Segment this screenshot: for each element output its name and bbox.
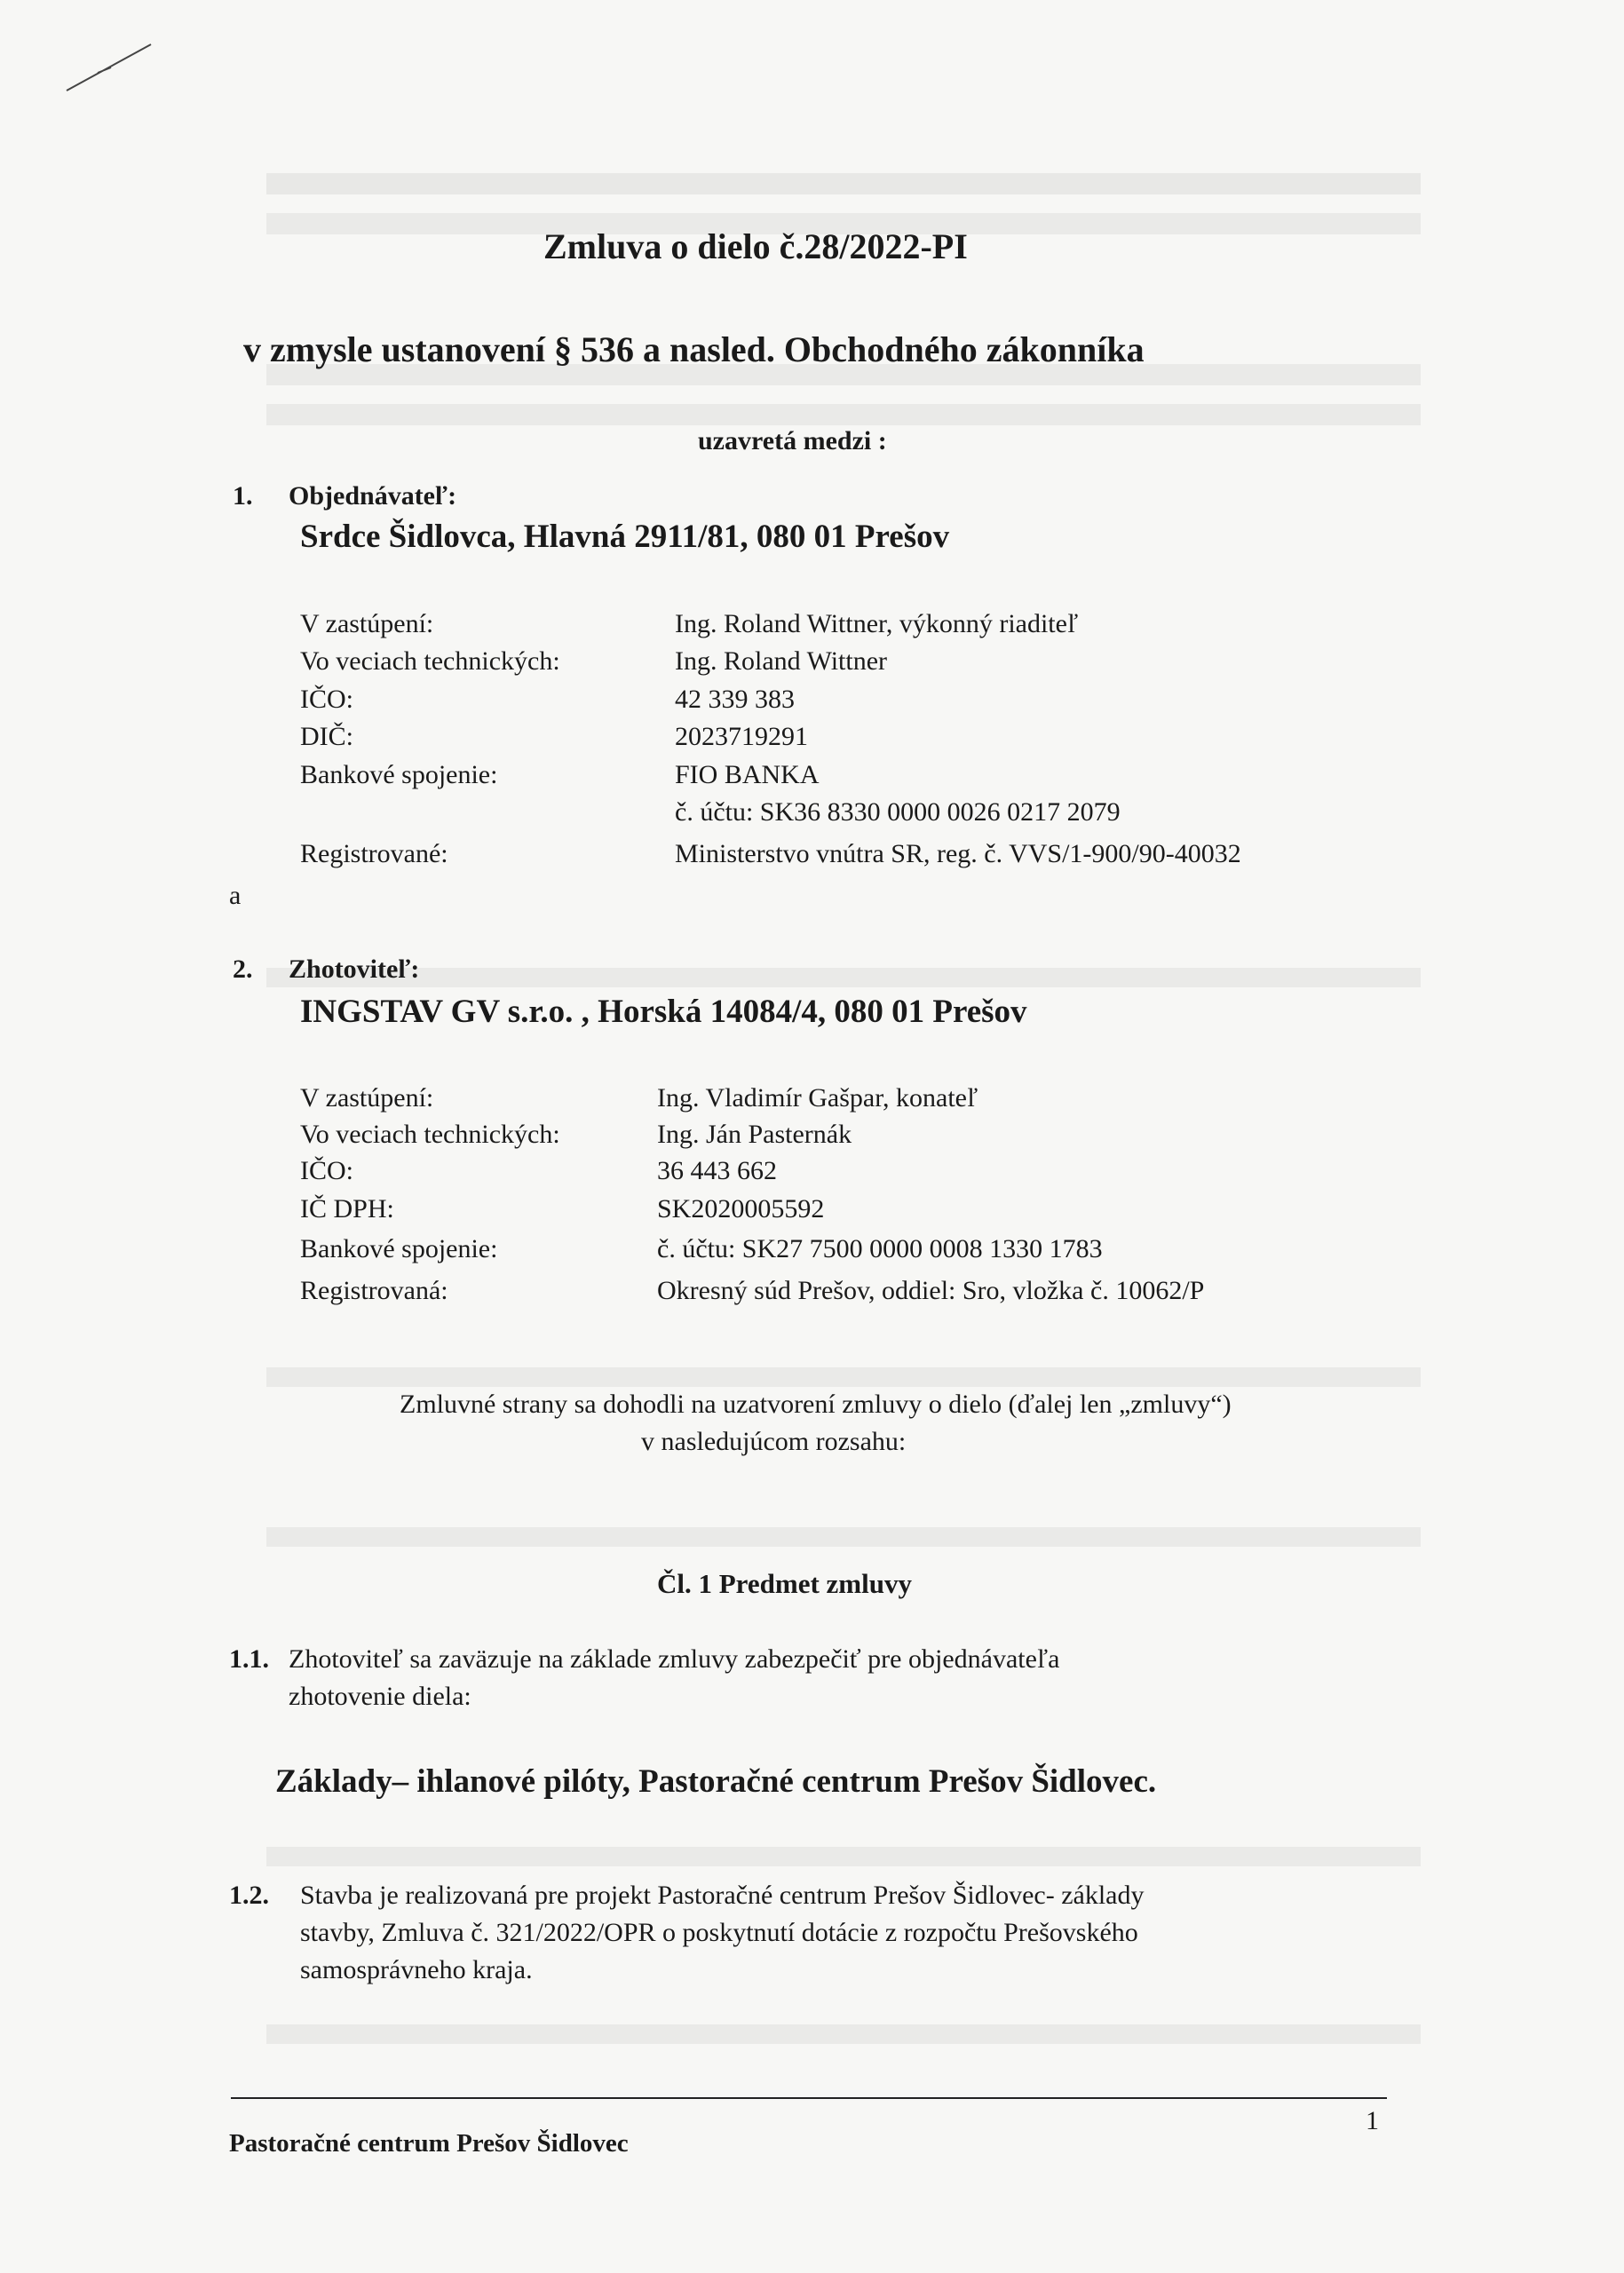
paragraph-1-2-line-3: samosprávneho kraja. — [300, 1955, 533, 1984]
party1-label-representative: V zastúpení: — [300, 609, 434, 638]
party2-value-registered: Okresný súd Prešov, oddiel: Sro, vložka č. 10062/P — [657, 1276, 1205, 1305]
project-title: Základy– ihlanové pilóty, Pastoračné centrum Prešov Šidlovec. — [275, 1763, 1157, 1800]
party1-name: Srdce Šidlovca, Hlavná 2911/81, 080 01 Prešov — [300, 519, 950, 555]
page-number: 1 — [1366, 2106, 1379, 2135]
party1-value-technical: Ing. Roland Wittner — [675, 646, 888, 676]
paragraph-1-2-number: 1.2. — [229, 1881, 269, 1910]
party2-value-icdph: SK2020005592 — [657, 1194, 825, 1224]
party2-value-representative: Ing. Vladimír Gašpar, konateľ — [657, 1083, 978, 1113]
pen-mark-icon — [62, 27, 160, 98]
paragraph-1-1-line-1: Zhotoviteľ sa zaväzuje na základe zmluvy zabezpečiť pre objednávateľa — [289, 1644, 1060, 1674]
footer-divider — [231, 2097, 1387, 2099]
party2-label-ico: IČO: — [300, 1156, 353, 1185]
agreement-line-2: v nasledujúcom rozsahu: — [641, 1427, 907, 1456]
agreement-line-1: Zmluvné strany sa dohodli na uzatvorení zmluvy o dielo (ďalej len „zmluvy“) — [400, 1390, 1232, 1419]
party2-label-registered: Registrovaná: — [300, 1276, 448, 1305]
paragraph-1-2-line-1: Stavba je realizovaná pre projekt Pastoračné centrum Prešov Šidlovec- základy — [300, 1881, 1145, 1910]
party2-name: INGSTAV GV s.r.o. , Horská 14084/4, 080 01 Prešov — [300, 994, 1027, 1030]
party1-number: 1. — [233, 481, 253, 511]
party2-label-representative: V zastúpení: — [300, 1083, 434, 1113]
document-title: Zmluva o dielo č.28/2022-PI — [543, 226, 968, 266]
party2-value-technical: Ing. Ján Pasternák — [657, 1120, 852, 1149]
party2-role: Zhotoviteľ: — [289, 954, 420, 984]
party1-label-registered: Registrované: — [300, 839, 448, 868]
party2-label-technical: Vo veciach technických: — [300, 1120, 560, 1149]
party1-label-bank: Bankové spojenie: — [300, 760, 498, 789]
party1-label-ico: IČO: — [300, 685, 353, 714]
concluded-between: uzavretá medzi : — [698, 426, 887, 455]
party1-value-representative: Ing. Roland Wittner, výkonný riaditeľ — [675, 609, 1079, 638]
party1-label-dic: DIČ: — [300, 722, 353, 751]
party1-label-technical: Vo veciach technických: — [300, 646, 560, 676]
party2-value-bank: č. účtu: SK27 7500 0000 0008 1330 1783 — [657, 1234, 1103, 1263]
party1-value-account: č. účtu: SK36 8330 0000 0026 0217 2079 — [675, 797, 1121, 827]
party2-label-bank: Bankové spojenie: — [300, 1234, 498, 1263]
party1-value-registered: Ministerstvo vnútra SR, reg. č. VVS/1-900/90-40032 — [675, 839, 1241, 868]
party1-value-ico: 42 339 383 — [675, 685, 795, 714]
party2-value-ico: 36 443 662 — [657, 1156, 777, 1185]
party1-role: Objednávateľ: — [289, 481, 457, 511]
footer-title: Pastoračné centrum Prešov Šidlovec — [229, 2129, 629, 2158]
paragraph-1-1-number: 1.1. — [229, 1644, 269, 1674]
conjunction: a — [229, 881, 242, 910]
party1-value-dic: 2023719291 — [675, 722, 808, 751]
paragraph-1-2-line-2: stavby, Zmluva č. 321/2022/OPR o poskytnutí dotácie z rozpočtu Prešovského — [300, 1918, 1138, 1947]
party2-label-icdph: IČ DPH: — [300, 1194, 394, 1224]
party2-number: 2. — [233, 954, 253, 984]
article1-title: Čl. 1 Predmet zmluvy — [657, 1568, 912, 1599]
party1-value-bank: FIO BANKA — [675, 760, 820, 789]
document-subtitle: v zmysle ustanovení § 536 a nasled. Obchodného zákonníka — [243, 329, 1145, 369]
paragraph-1-1-line-2: zhotovenie diela: — [289, 1682, 471, 1711]
